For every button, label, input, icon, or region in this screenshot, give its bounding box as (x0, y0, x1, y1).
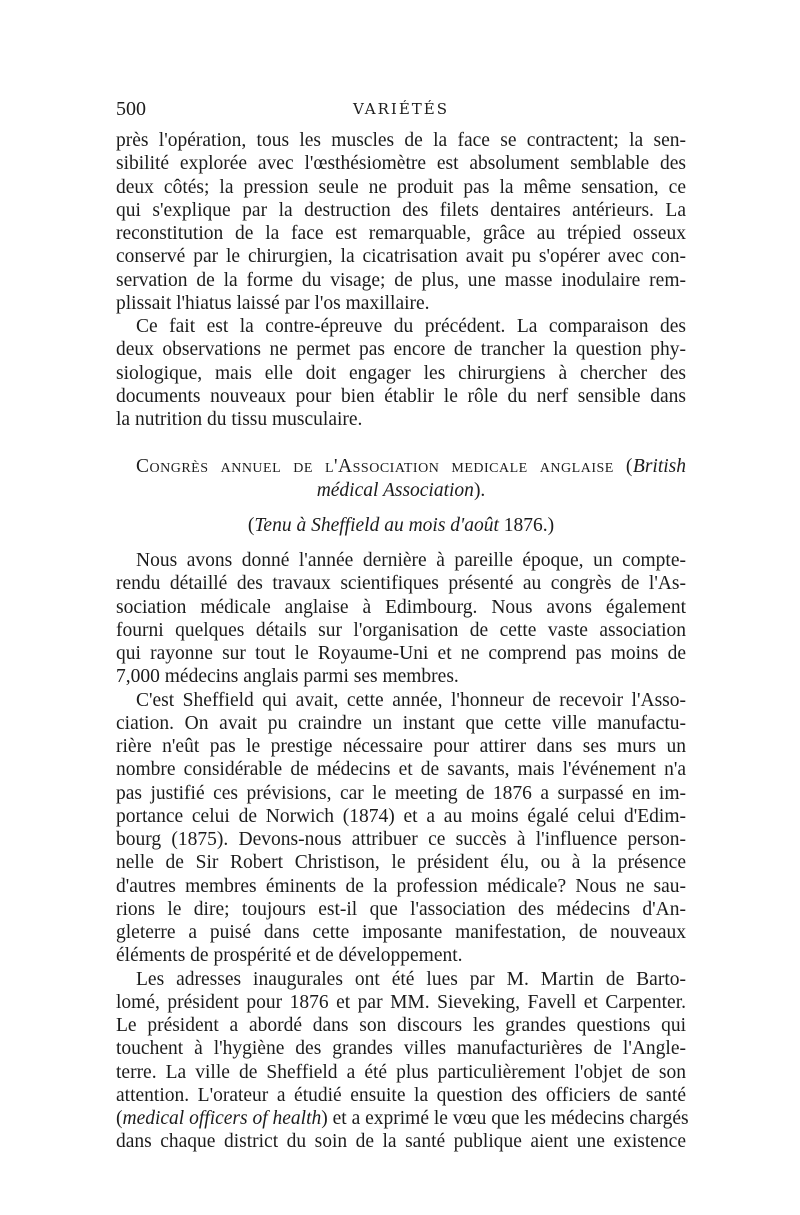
text-line: conservé par le chirurgien, la cicatrisation avait pu s'opérer avec con- (116, 246, 686, 268)
section-title-suffix: ). (473, 479, 486, 501)
text-line: fourni quelques détails sur l'organisation de cette vaste association (116, 619, 686, 641)
text-line: documents nouveaux pour bien établir le rôle du nerf sensible dans (116, 385, 686, 407)
text-line: touchent à l'hygiène des grandes villes manufacturières de l'Angle- (116, 1038, 686, 1060)
text-line: dans chaque district du soin de la santé publique aient une existence (116, 1131, 686, 1153)
text-line: portance celui de Norwich (1874) et a au moins égalé celui d'Edim- (116, 805, 686, 827)
paragraph (116, 689, 686, 968)
text-line: reconstitution de la face est remarquable, grâce au trépied osseux (116, 223, 686, 244)
text-line: éléments de prospérité et de développement. (116, 945, 463, 967)
text-rest: ) et a exprimé le vœu que les médecins chargés (321, 1108, 689, 1129)
text-line: deux côtés; la pression seule ne produit pas la même sensation, ce (116, 176, 686, 198)
text-line: nombre considérable de médecins et de savants, mais l'événement n'a (116, 759, 686, 781)
text-line (116, 1107, 689, 1130)
page-number: 500 (116, 98, 146, 120)
text-line: lomé, président pour 1876 et par MM. Sieveking, Favell et Carpenter. (116, 991, 686, 1013)
text-line: près l'opération, tous les muscles de la face se contractent; la sen- (116, 130, 686, 151)
text-line: Le président a abordé dans son discours les grandes questions qui (116, 1015, 686, 1036)
text-line: qui rayonne sur tout le Royaume-Uni et ne comprend pas moins de (116, 643, 686, 664)
text-line: sociation médicale anglaise à Edimbourg. Nous avons également (116, 596, 686, 618)
section-title-text: Congrès annuel de l'Association medicale anglaise ( (136, 456, 633, 478)
text-line: la nutrition du tissu musculaire. (116, 409, 363, 430)
page-header (116, 98, 686, 124)
text-line: servation de la forme du visage; de plus, une masse inodulaire rem- (116, 269, 686, 291)
text-line: plissait l'hiatus laissé par l'os maxillaire. (116, 292, 430, 314)
subtitle-italic: Tenu à Sheffield au mois d'août (254, 514, 499, 536)
text-line: Les adresses inaugurales ont été lues par M. Martin de Barto- (136, 968, 686, 990)
text-line: attention. L'orateur a étudié ensuite la question des officiers de santé (116, 1084, 686, 1106)
text-line: 7,000 médecins anglais parmi ses membres. (116, 666, 459, 688)
text-line: rière n'eût pas le prestige nécessaire pour attirer dans ses murs un (116, 736, 686, 757)
text-line: ciation. On avait pu craindre un instant que cette ville manufactu- (116, 712, 686, 734)
text-line: Ce fait est la contre-épreuve du précédent. La comparaison des (136, 316, 686, 337)
paragraph (116, 315, 686, 431)
text-line: d'autres membres éminents de la profession médicale? Nous ne sau- (116, 875, 686, 897)
section-subtitle (116, 514, 686, 537)
paragraph (116, 549, 686, 689)
section-title-italic: British (632, 456, 686, 478)
text-line: sibilité explorée avec l'œsthésiomètre est absolument semblable des (116, 153, 686, 175)
text-line: siologique, mais elle doit engager les chirurgiens à chercher des (116, 362, 686, 384)
text-line: terre. La ville de Sheffield a été plus particulièrement l'objet de son (116, 1061, 686, 1083)
section-title (116, 455, 686, 502)
text-line: Nous avons donné l'année dernière à pareille époque, un compte- (136, 550, 686, 571)
text-open-paren: ( (116, 1108, 123, 1129)
text-line: pas justifié ces prévisions, car le meeting de 1876 a surpassé en im- (116, 782, 686, 804)
text-line: C'est Sheffield qui avait, cette année, l'honneur de recevoir l'Asso- (136, 689, 686, 711)
paragraph (116, 129, 686, 315)
text-line: rendu détaillé des travaux scientifiques présenté au congrès de l'As- (116, 573, 686, 595)
subtitle-open: ( (247, 514, 255, 536)
paragraph (116, 968, 689, 1154)
subtitle-date: 1876.) (498, 514, 555, 536)
text-line: nelle de Sir Robert Christison, le président élu, ou à la présence (116, 852, 686, 874)
running-head: VARIÉTÉS (352, 100, 450, 118)
section-title-line (116, 455, 686, 478)
text-italic: medical officers of health (122, 1108, 322, 1129)
text-line: gleterre a puisé dans cette imposante manifestation, de nouveaux (116, 922, 686, 943)
section-title-line (116, 479, 686, 502)
body-text (116, 129, 689, 1154)
text-line: qui s'explique par la destruction des filets dentaires antérieurs. La (116, 199, 686, 221)
text-line: bourg (1875). Devons-nous attribuer ce succès à l'influence person- (116, 829, 686, 850)
text-line: deux observations ne permet pas encore de trancher la question phy- (116, 339, 686, 361)
section-title-italic: médical Association (316, 479, 474, 501)
text-line: rions le dire; toujours est-il que l'association des médecins d'An- (116, 898, 686, 920)
